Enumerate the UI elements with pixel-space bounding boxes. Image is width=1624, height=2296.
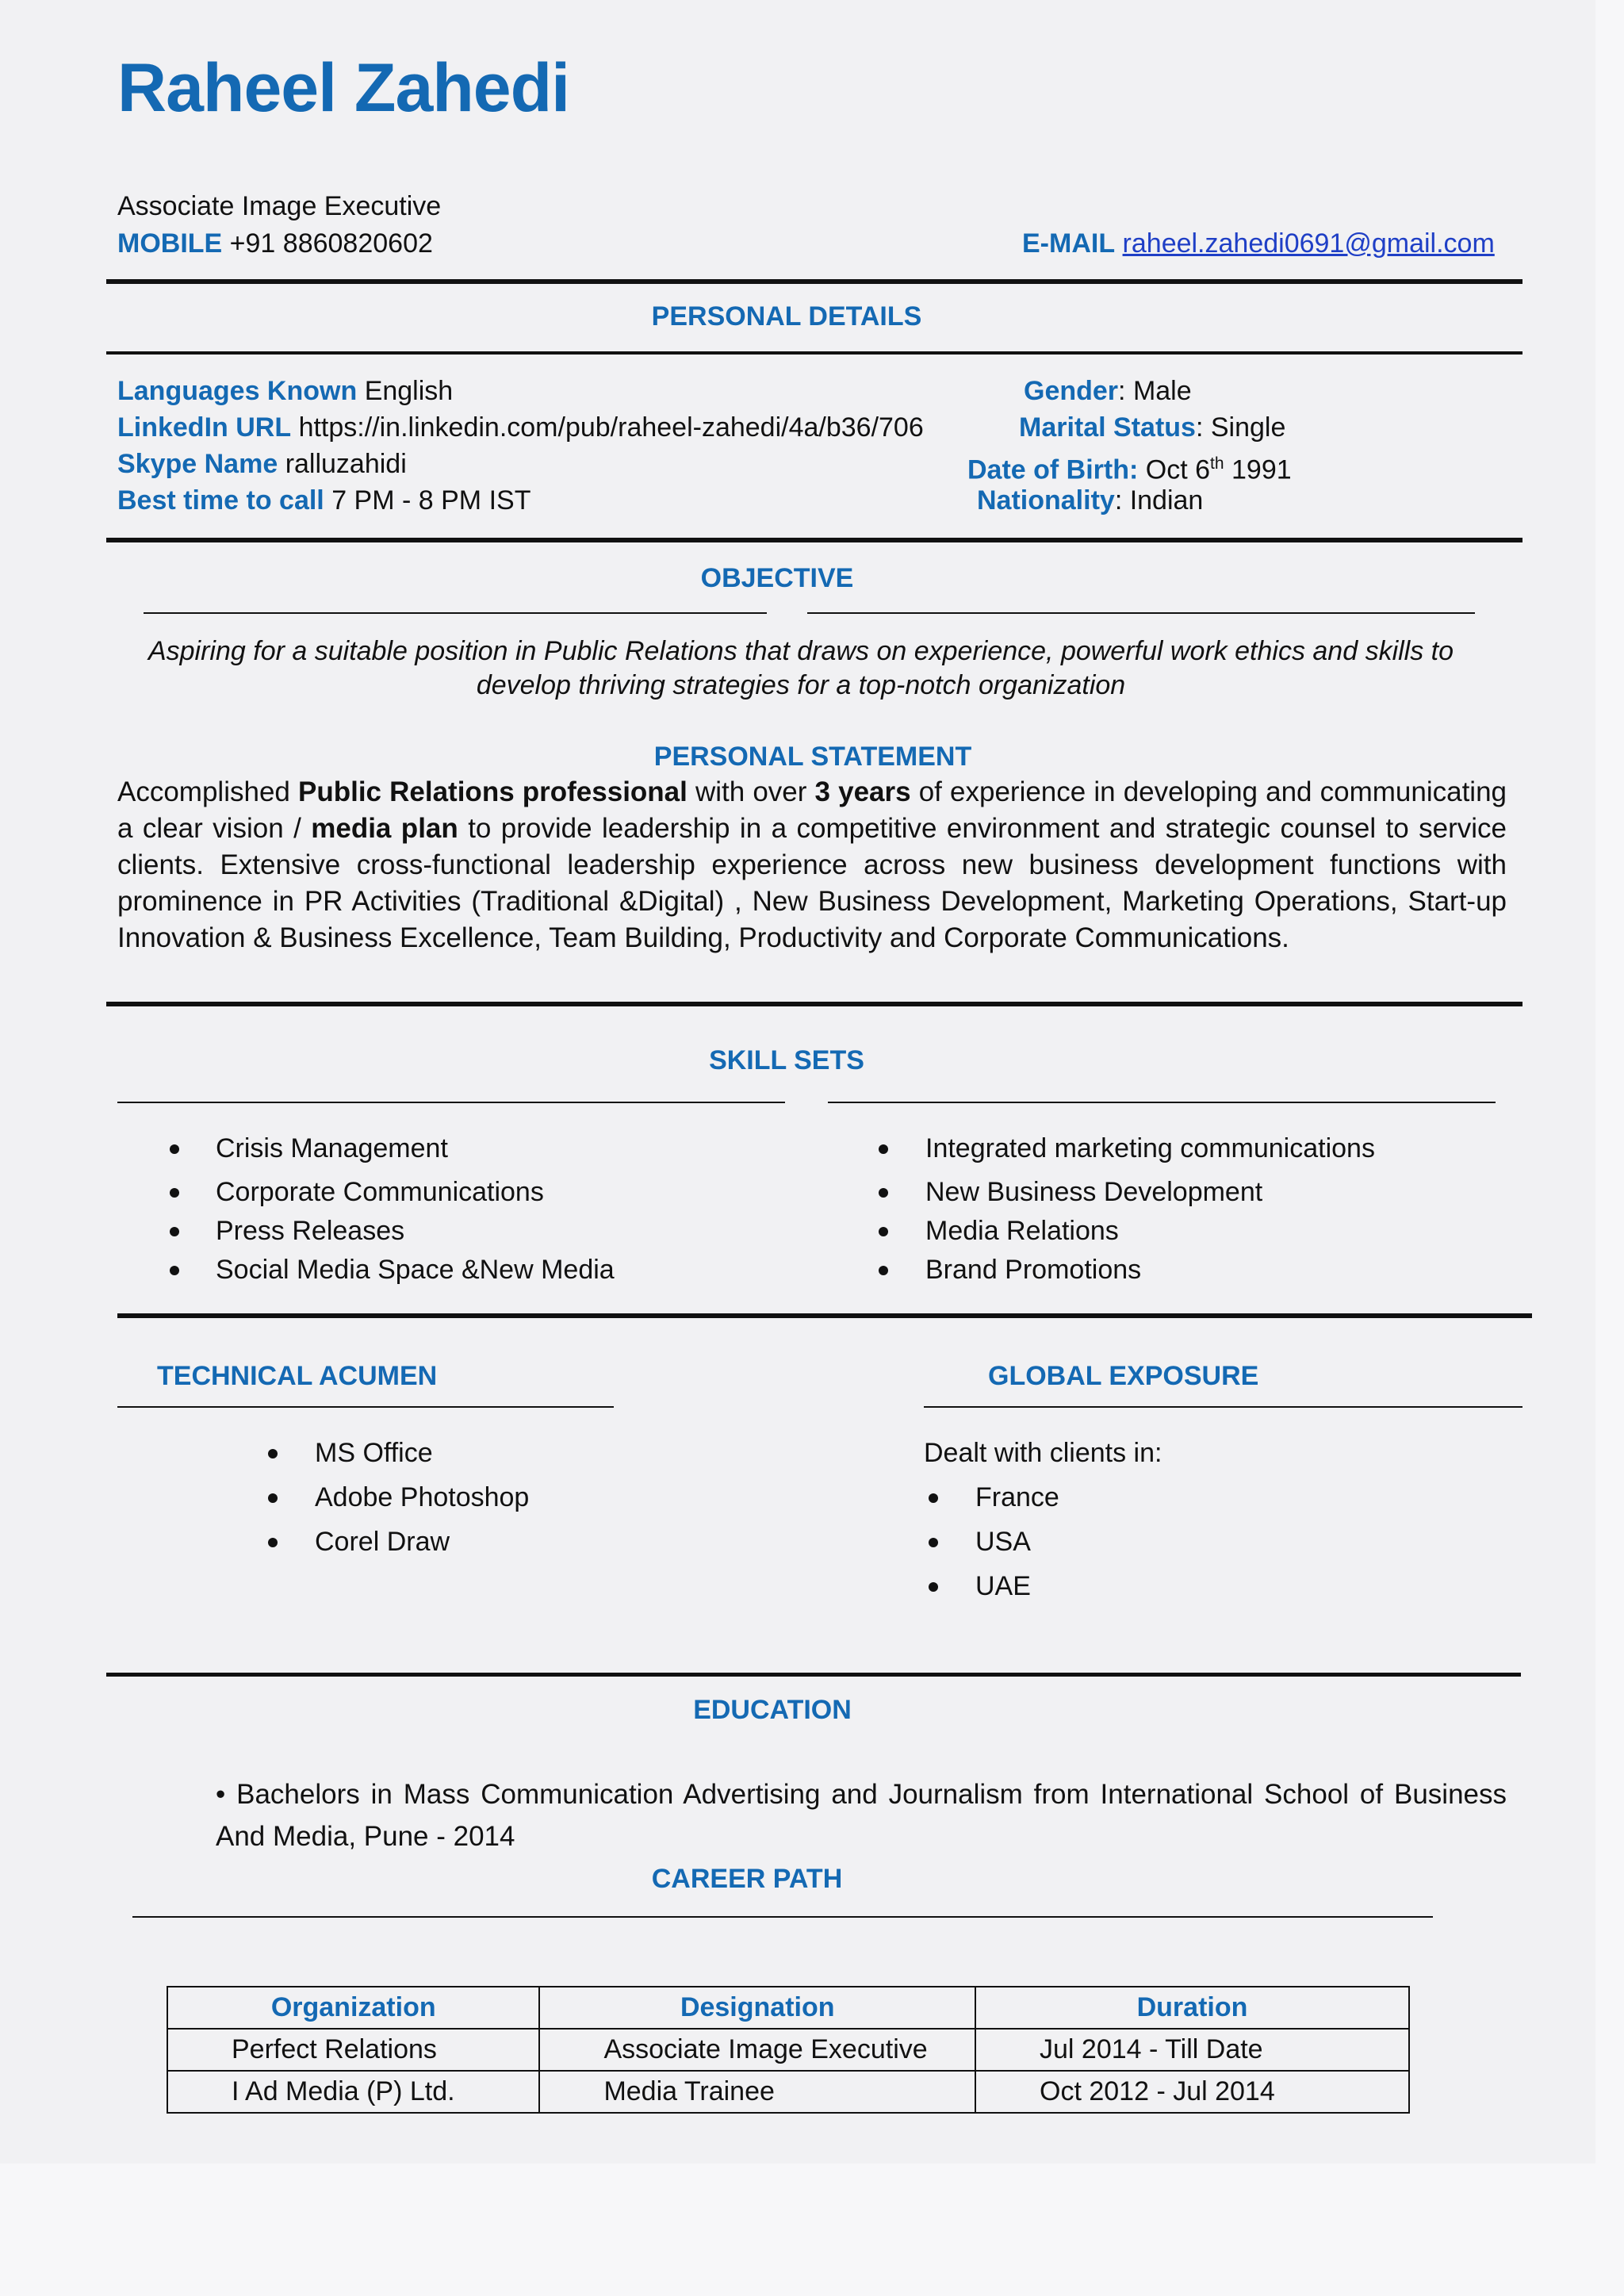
global-exposure-heading: GLOBAL EXPOSURE (988, 1361, 1259, 1391)
statement-text: to provide leadership in a competitive environment and strategic counsel to service clients. Extensive cross-functional leadership experience across new business development functions with prominence in PR Activities (Traditional &Digital) , New Business Development, Marketing Operations, Start-up Innovation & Business Excellence, Team Building, Productivity and Corporate Communications. (117, 813, 1507, 953)
personal-details-heading: PERSONAL DETAILS (651, 301, 922, 332)
detail-label: Nationality (977, 485, 1115, 516)
column-header: Organization (167, 1987, 539, 2029)
list-item (170, 1130, 615, 1174)
detail-best-time (117, 482, 530, 519)
list-item (929, 1524, 1059, 1568)
country-label: UAE (975, 1571, 1031, 1601)
country-list (929, 1479, 1059, 1612)
skill-label: Brand Promotions (925, 1255, 1142, 1285)
divider (924, 1406, 1522, 1408)
mobile-line (117, 225, 433, 262)
list-item (879, 1213, 1375, 1251)
country-label: France (975, 1482, 1059, 1512)
mobile-label: MOBILE (117, 228, 223, 259)
detail-linkedin (117, 409, 924, 446)
divider (132, 1916, 1433, 1918)
detail-label: Date of Birth: (967, 454, 1139, 485)
detail-label: Gender (1024, 376, 1119, 406)
divider (144, 612, 767, 614)
divider (106, 1002, 1522, 1006)
list-item (170, 1251, 615, 1290)
divider (106, 279, 1522, 284)
personal-statement-text (117, 774, 1507, 956)
candidate-name: Raheel Zahedi (117, 50, 570, 126)
email-line (1022, 225, 1495, 262)
bullet-icon (170, 1227, 179, 1236)
list-item (929, 1568, 1059, 1612)
divider (828, 1102, 1496, 1103)
detail-label: Languages Known (117, 376, 358, 406)
bullet-icon (268, 1538, 278, 1547)
skill-label: Social Media Space &New Media (216, 1255, 615, 1285)
detail-languages (117, 373, 453, 409)
table-cell: I Ad Media (P) Ltd. (167, 2071, 539, 2113)
email-label: E-MAIL (1022, 228, 1116, 259)
bullet-icon (268, 1449, 278, 1458)
career-path-heading: CAREER PATH (651, 1864, 843, 1894)
bullet-icon (879, 1266, 888, 1275)
divider (807, 612, 1475, 614)
detail-value: 1991 (1231, 454, 1292, 485)
table-cell: Perfect Relations (167, 2029, 539, 2071)
detail-value[interactable]: https://in.linkedin.com/pub/raheel-zahedi/4a/b36/706 (298, 412, 924, 443)
divider (117, 1406, 614, 1408)
bullet-icon (929, 1538, 938, 1547)
objective-line: develop thriving strategies for a top-notch organization (476, 670, 1126, 700)
bullet-icon (879, 1227, 888, 1236)
statement-bold: 3 years (814, 776, 911, 807)
skill-label: Media Relations (925, 1216, 1119, 1246)
table-row (167, 2029, 1409, 2071)
detail-label: Best time to call (117, 485, 324, 516)
list-item (929, 1479, 1059, 1524)
statement-text: with over (687, 776, 815, 807)
detail-label: Marital Status (1019, 412, 1196, 443)
tool-label: Adobe Photoshop (315, 1482, 530, 1512)
email-link[interactable]: raheel.zahedi0691@gmail.com (1122, 228, 1495, 259)
list-item (268, 1435, 529, 1479)
skill-label: Corporate Communications (216, 1177, 544, 1207)
detail-sup: th (1210, 454, 1224, 473)
detail-value: Oct 6 (1145, 454, 1211, 485)
bullet-icon (929, 1582, 938, 1592)
mobile-value: +91 8860820602 (229, 228, 433, 259)
bullet-icon (170, 1266, 179, 1275)
country-label: USA (975, 1527, 1031, 1557)
detail-gender (1024, 373, 1192, 409)
technical-acumen-heading: TECHNICAL ACUMEN (157, 1361, 438, 1391)
personal-statement-heading: PERSONAL STATEMENT (653, 742, 972, 772)
column-header: Designation (539, 1987, 975, 2029)
objective-heading: OBJECTIVE (700, 563, 854, 593)
skill-sets-heading: SKILL SETS (709, 1045, 864, 1075)
detail-value: : Indian (1114, 485, 1204, 516)
divider (106, 538, 1522, 542)
detail-value: : Single (1195, 412, 1286, 443)
table-row (167, 2071, 1409, 2113)
skill-list-right (879, 1130, 1375, 1290)
list-item (170, 1213, 615, 1251)
statement-bold: Public Relations professional (298, 776, 688, 807)
list-item (268, 1524, 529, 1568)
divider (117, 1102, 785, 1103)
detail-marital-status (1019, 409, 1285, 446)
job-title: Associate Image Executive (117, 191, 442, 221)
tool-label: Corel Draw (315, 1527, 450, 1557)
statement-bold: media plan (311, 813, 458, 844)
bullet-icon (929, 1493, 938, 1503)
list-item (268, 1479, 529, 1524)
list-item (879, 1251, 1375, 1290)
career-table (167, 1986, 1410, 2114)
education-heading: EDUCATION (693, 1695, 852, 1725)
statement-text: Accomplished (117, 776, 298, 807)
list-item (879, 1174, 1375, 1213)
skill-label: Press Releases (216, 1216, 405, 1246)
divider (106, 351, 1522, 355)
table-header-row (167, 1987, 1409, 2029)
global-exposure-intro: Dealt with clients in: (924, 1438, 1162, 1468)
list-item (170, 1174, 615, 1213)
skill-label: Crisis Management (216, 1133, 448, 1163)
detail-value: English (364, 376, 454, 406)
detail-value: : Male (1118, 376, 1192, 406)
bullet-icon (879, 1144, 888, 1154)
objective-text (119, 634, 1483, 703)
column-header: Duration (975, 1987, 1409, 2029)
divider (117, 1313, 1532, 1318)
table-cell: Oct 2012 - Jul 2014 (975, 2071, 1409, 2113)
education-text: • Bachelors in Mass Communication Advertising and Journalism from International School of Business And Media, Pune - 2014 (216, 1779, 1507, 1852)
statement-text: of experience in developing and communicating a clear vision / (117, 776, 1507, 844)
bullet-icon (879, 1188, 888, 1198)
skill-label: Integrated marketing communications (925, 1133, 1375, 1163)
objective-line: Aspiring for a suitable position in Public Relations that draws on experience, powerful work ethics and skills to (147, 636, 1454, 666)
detail-label: Skype Name (117, 449, 278, 479)
detail-label: LinkedIn URL (117, 412, 292, 443)
bullet-icon (170, 1188, 179, 1198)
skill-list-left (170, 1130, 615, 1290)
detail-nationality (977, 482, 1203, 519)
divider (106, 1673, 1521, 1677)
detail-skype (117, 446, 407, 482)
bullet-icon (170, 1144, 179, 1154)
table-cell: Jul 2014 - Till Date (975, 2029, 1409, 2071)
list-item (879, 1130, 1375, 1174)
table-cell: Associate Image Executive (539, 2029, 975, 2071)
detail-value: 7 PM - 8 PM IST (331, 485, 531, 516)
skill-label: New Business Development (925, 1177, 1263, 1207)
technical-list (268, 1435, 529, 1568)
detail-value: ralluzahidi (285, 449, 407, 479)
bullet-icon (268, 1493, 278, 1503)
table-cell: Media Trainee (539, 2071, 975, 2113)
tool-label: MS Office (315, 1438, 433, 1468)
